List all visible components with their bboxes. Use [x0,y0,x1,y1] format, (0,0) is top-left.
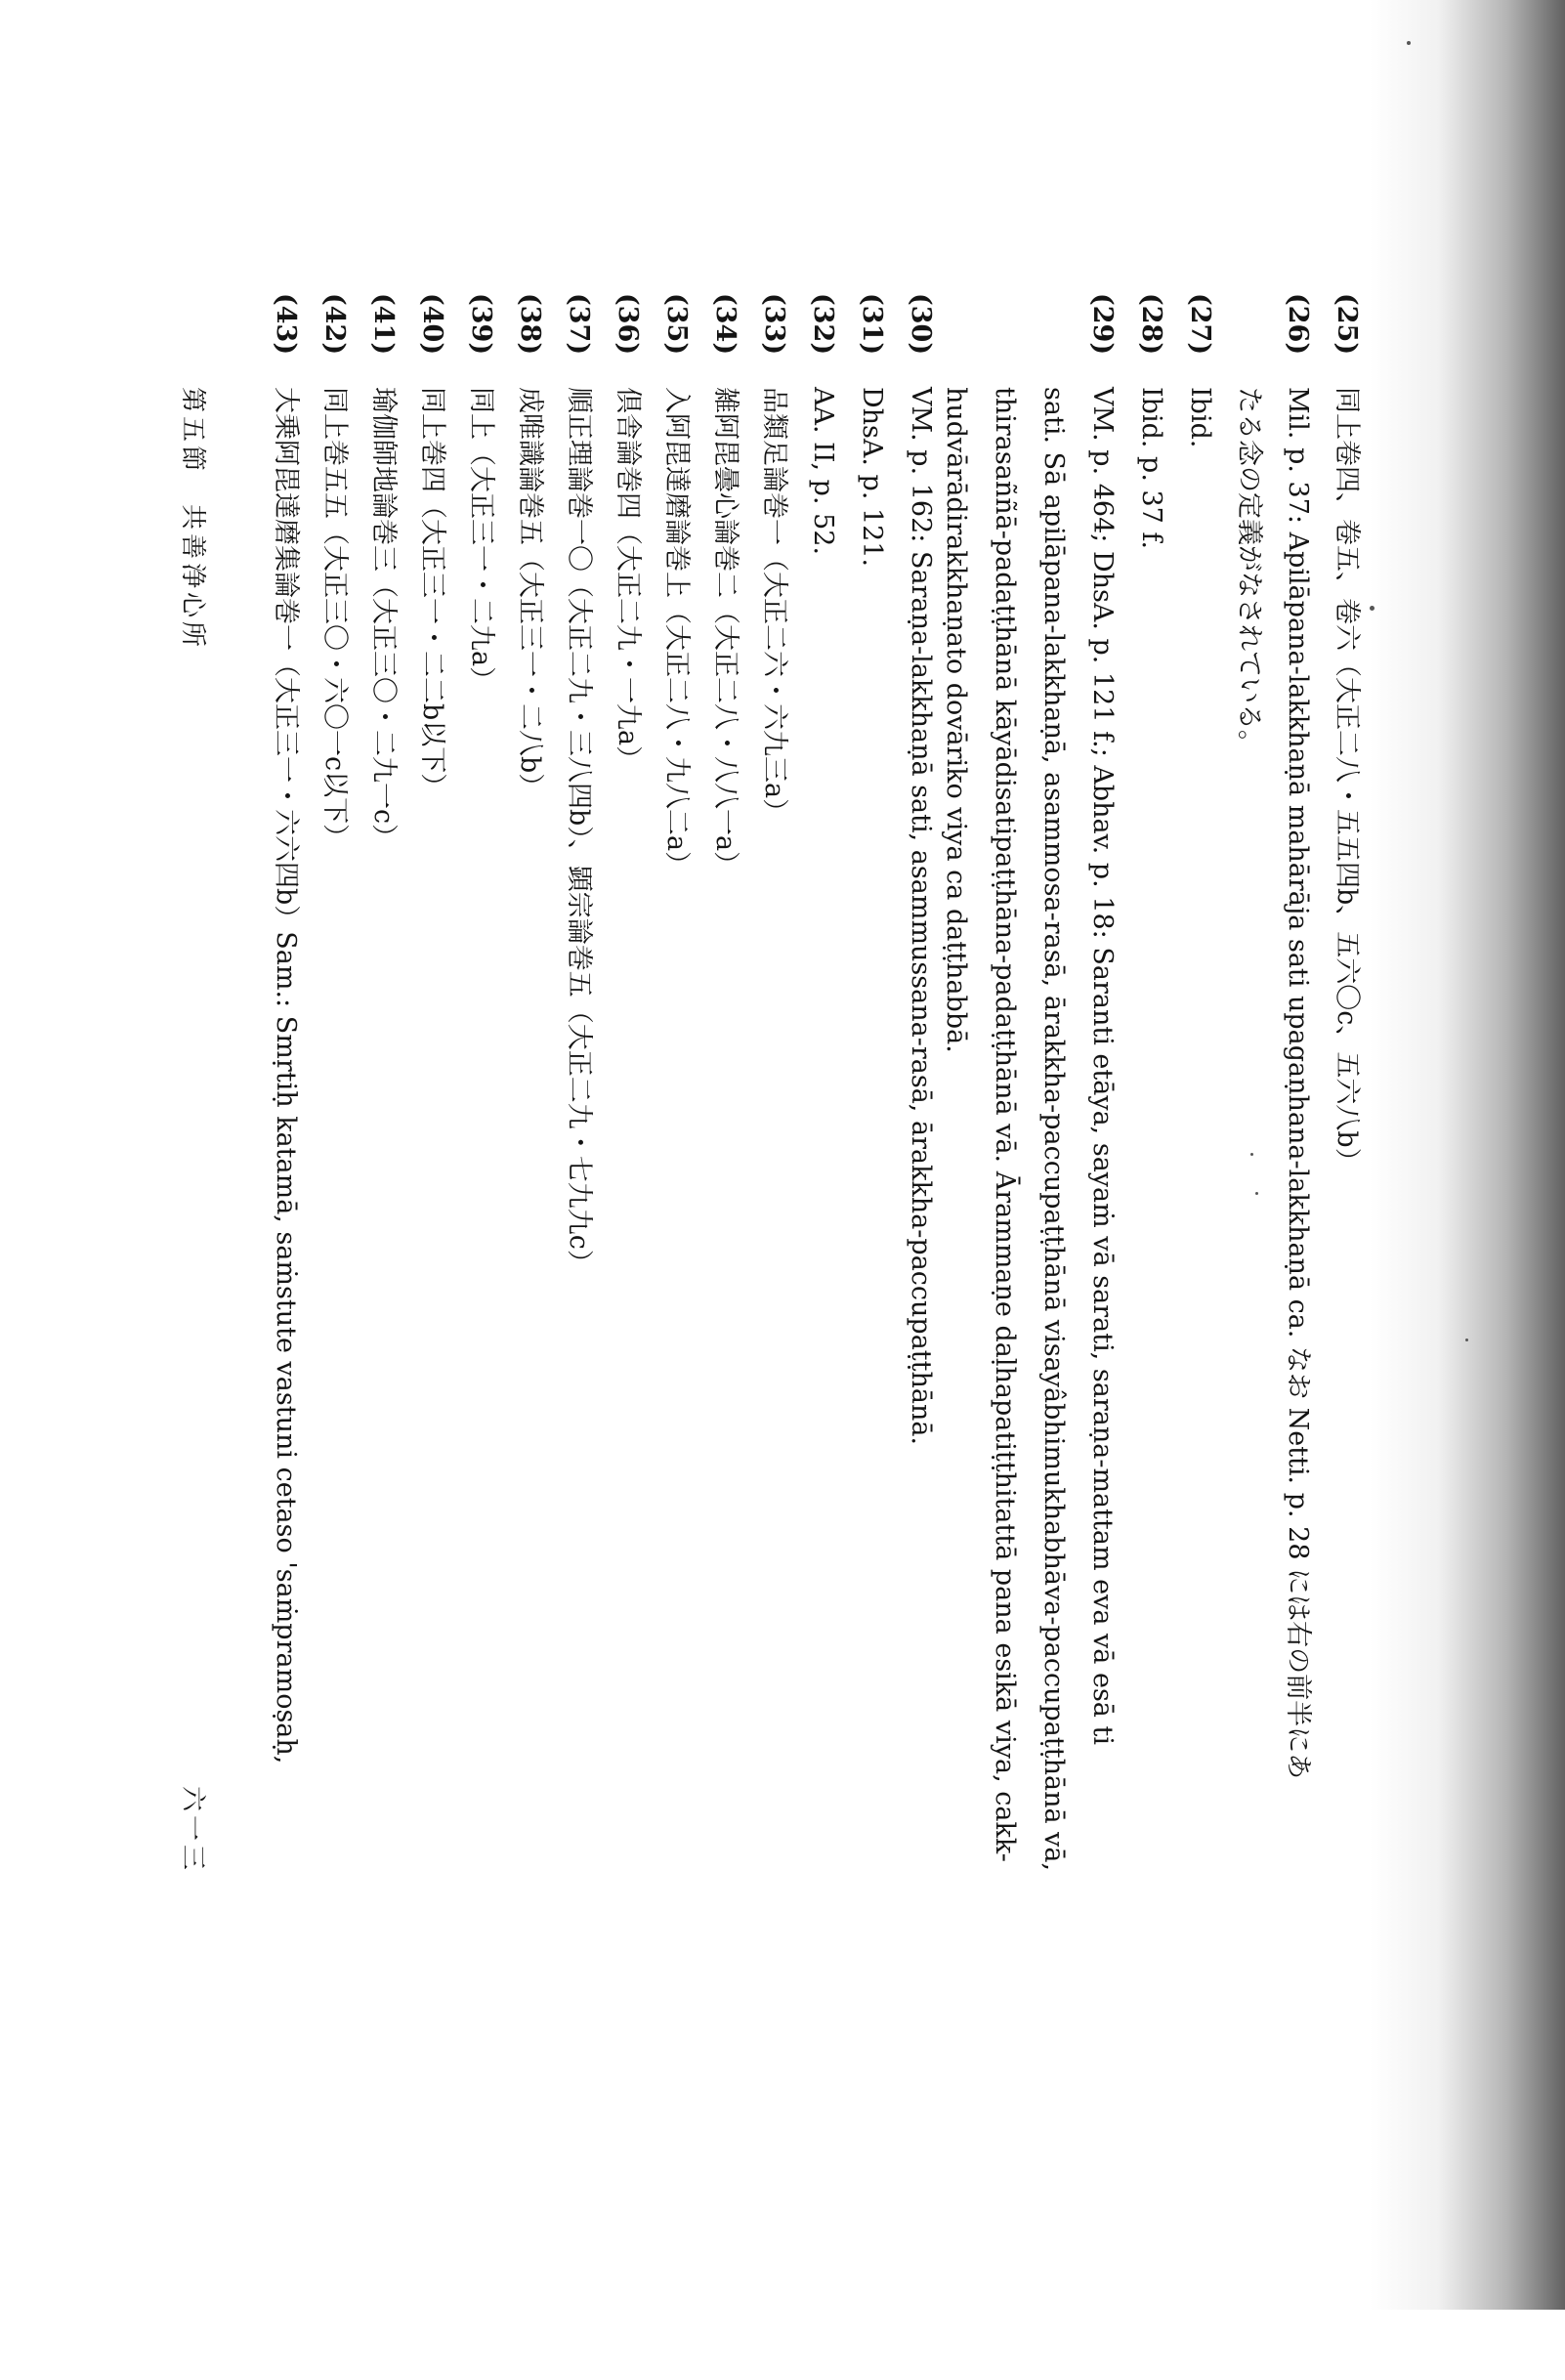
footnote-text: VM. p. 162: Saraṇa-lakkhaṇā sati, asammussana-rasā, ārakkha-paccupaṭṭhānā. [906,387,936,1446]
footnote-number: (37) [564,293,594,356]
footnote-38 [517,293,543,2286]
footnote-number: (35) [661,293,692,356]
footnote-29-continuation [943,293,969,2380]
footnote-text: sati. Sā apilāpana-lakkhaṇā, asammosa-rasā, ārakkha-paccupaṭṭhānā visayâbhimukhabhāva-paccupaṭṭhānā vā, [1038,387,1069,1872]
footnote-text: たる念の定義がなされている。 [1234,387,1264,756]
footnote-number: (31) [857,293,887,356]
footnote-35 [663,293,690,2286]
footnote-number: (40) [417,293,447,356]
footnote-36 [614,293,641,2286]
footnote-text: 瑜伽師地論巻三（大正三〇・二九一c） [368,387,399,851]
footnote-26 [1285,293,1311,2286]
footnote-29-continuation [1040,293,1067,2380]
footnote-43 [273,293,299,2276]
scan-speck [1407,41,1411,45]
footnote-number: (41) [368,293,399,356]
footnote-number: (33) [759,293,789,356]
scan-edge-shadow [1370,0,1565,2310]
footnote-text: 雑阿毘曇心論巻二（大正二八・八八一a） [710,387,740,878]
footnote-text: 同上（大正三一・二九a） [466,387,496,694]
footnote-text: 倶舎論巻四（大正二九・一九a） [613,387,643,773]
footnote-34 [712,293,739,2286]
footnote-number: (42) [319,293,350,356]
footnote-number: (32) [808,293,838,356]
footnote-26-continuation [1236,293,1262,2380]
scan-speck [1370,606,1375,611]
footnote-29 [1089,293,1116,2286]
footnote-40 [419,293,445,2286]
scan-speck [1465,1339,1468,1341]
section-heading: 第五節 共善浄心所 [178,387,207,652]
footnote-number: (36) [613,293,643,356]
footnote-text: 成唯識論巻五（大正三一・二八b） [515,387,545,800]
footnote-number: (38) [515,293,545,356]
footnote-32 [810,293,836,2286]
footnote-31 [859,293,885,2286]
footnote-29-continuation [992,293,1018,2380]
footnote-30 [908,293,934,2286]
footnote-text: VM. p. 464; DhsA. p. 121 f.; Abhav. p. 18: Saranti etāya, sayaṁ vā sarati, saraṇa-mattam eva vā esā ti [1087,387,1118,1745]
footnote-number: (27) [1185,293,1215,356]
footnote-text: Mil. p. 37: Apilāpana-lakkhaṇā mahārāja sati upagaṇhana-lakkhaṇā ca. なお Netti. p. 28 には右の前半にあ [1283,387,1313,1780]
footnote-text: 同上卷四、卷五、卷六（大正二八・五五四b、五六〇c、五六八b） [1332,387,1362,1174]
footnote-text: 大乗阿毘達磨集論巻一（大正三一・六六四b）Sam.: Smṛtiḥ katamā, saṁstute vastuni cetaso 'saṁpramoṣaḥ, [271,387,301,1764]
footnote-number: (25) [1332,293,1362,356]
page-number: 六一三 [178,1786,207,1875]
footnote-number: (28) [1136,293,1166,356]
footnote-text: 同上巻五五（大正三〇・六〇一c以下） [319,387,350,851]
footnote-number: (29) [1087,293,1118,356]
footnote-number: (43) [271,293,301,356]
footnote-text: DhsA. p. 121. [857,387,887,568]
footnote-41 [370,293,397,2286]
footnote-text: thirasaññā-padaṭṭhānā kāyādisatipaṭṭhāna-padaṭṭhānā vā. Ārammaṇe daḷhapatiṭṭhitattā pana esikā viya, cakk- [990,387,1020,1862]
footnote-42 [321,293,348,2286]
footnote-number: (30) [906,293,936,356]
footnote-text: AA. II, p. 52. [808,387,838,556]
footnote-text: 順正理論巻一〇（大正二九・三八四b）、顕宗論巻五（大正二九・七九九c） [564,387,594,1276]
footnote-33 [761,293,787,2286]
footnote-number: (26) [1283,293,1313,356]
footnote-37 [566,293,592,2286]
footnote-text: 同上巻四（大正三一・二二b以下） [417,387,447,800]
footnote-27 [1187,293,1213,2286]
footnote-28 [1138,293,1164,2286]
footnote-text: Ibid. p. 37 f. [1136,387,1166,550]
footnote-number: (34) [710,293,740,356]
footnote-25 [1333,293,1360,2286]
footnote-text: 品類足論巻一（大正二六・六九三a） [759,387,789,826]
footnote-text: 入阿毘達磨論巻上（大正二八・九八二a） [661,387,692,878]
footnote-text: Ibid. [1185,387,1215,448]
footnote-text: hudvārādirakkhaṇato dovāriko viya ca daṭṭhabbā. [941,387,971,1053]
footnote-39 [468,293,494,2286]
footnote-number: (39) [466,293,496,356]
